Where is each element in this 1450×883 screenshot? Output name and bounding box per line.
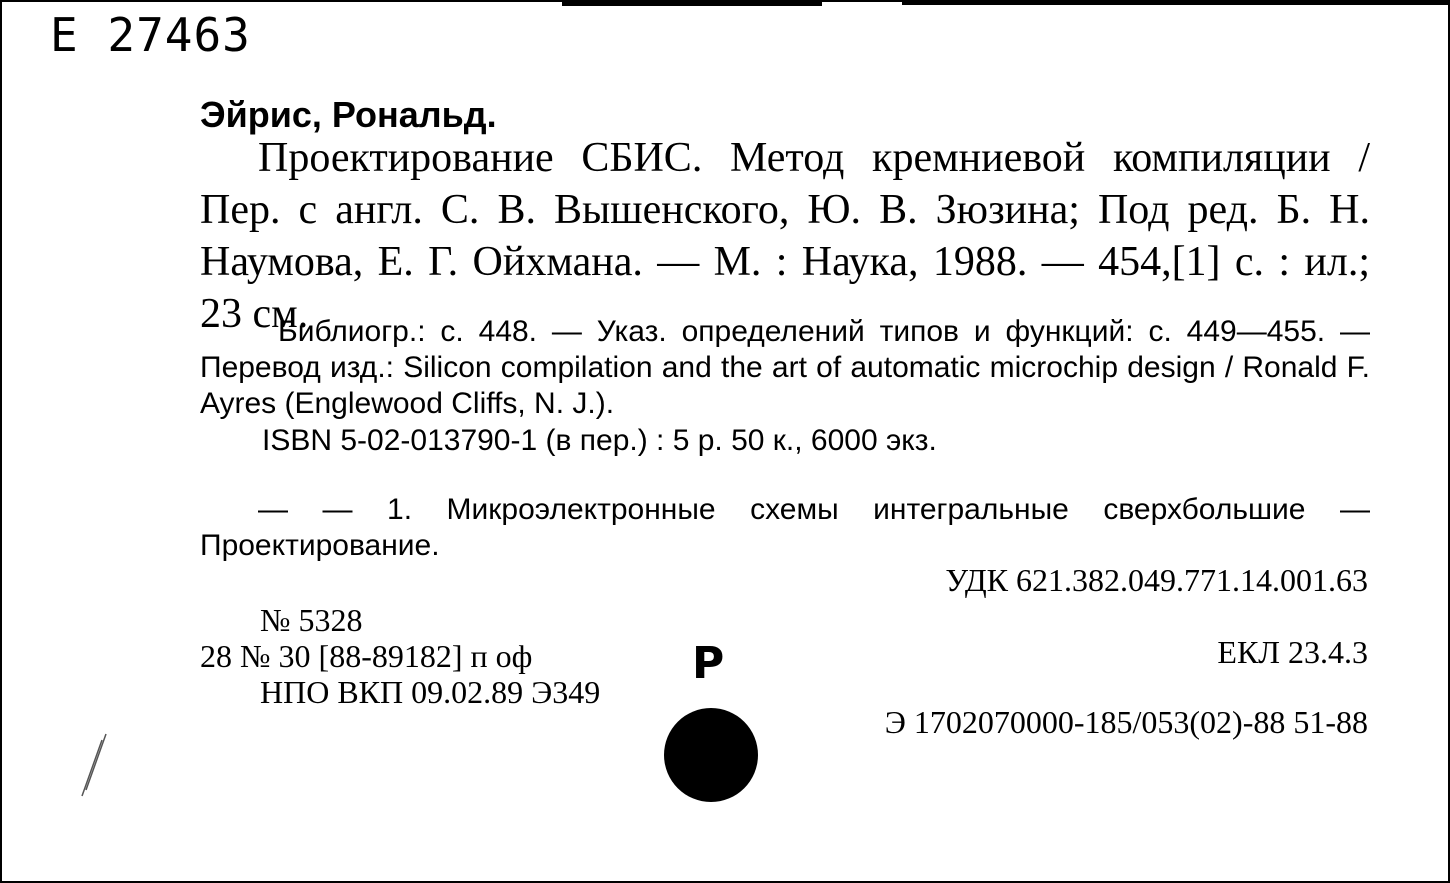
classification-code: Э 1702070000-185/053(02)-88 51-88 (884, 704, 1368, 740)
printer-line: НПО ВКП 09.02.89 Э349 (260, 674, 601, 710)
udk-code: УДК 621.382.049.771.14.001.63 (945, 562, 1368, 598)
scan-artifact (562, 2, 822, 6)
handwritten-mark: P (692, 638, 725, 689)
pencil-mark-icon (76, 730, 116, 800)
card-number: № 5328 (260, 602, 363, 638)
punch-hole (664, 708, 758, 802)
scan-artifact (902, 2, 1448, 5)
isbn-line: ISBN 5-02-013790-1 (в пер.) : 5 р. 50 к., 6000 экз. (262, 424, 937, 457)
author-heading: Эйрис, Рональд. (200, 94, 497, 135)
order-line: 28 № 30 [88-89182] п оф (200, 638, 533, 674)
bibliographic-notes: Библиогр.: с. 448. — Указ. определений типов и функций: с. 449—455. — Перевод изд.: Silicon compilation and the art of automatic microchip design / Ronald F. Ayres (Englewood Cliffs, N. J.). (200, 315, 1370, 420)
catalog-number: Е 27463 (50, 8, 251, 62)
title-statement: Проектирование СБИС. Метод кремниевой компиляции / Пер. с англ. С. В. Вышенского, Ю. В. Зюзина; Под ред. Б. Н. Наумова, Е. Г. Ойхмана. — М. : Наука, 1988. — 454,[1] с. : ил.; 23 см. (200, 135, 1370, 337)
subject-heading: — — 1. Микроэлектронные схемы интегральные сверхбольшие — Проектирование. (200, 493, 1370, 562)
ekl-code: ЕКЛ 23.4.3 (1217, 634, 1368, 670)
